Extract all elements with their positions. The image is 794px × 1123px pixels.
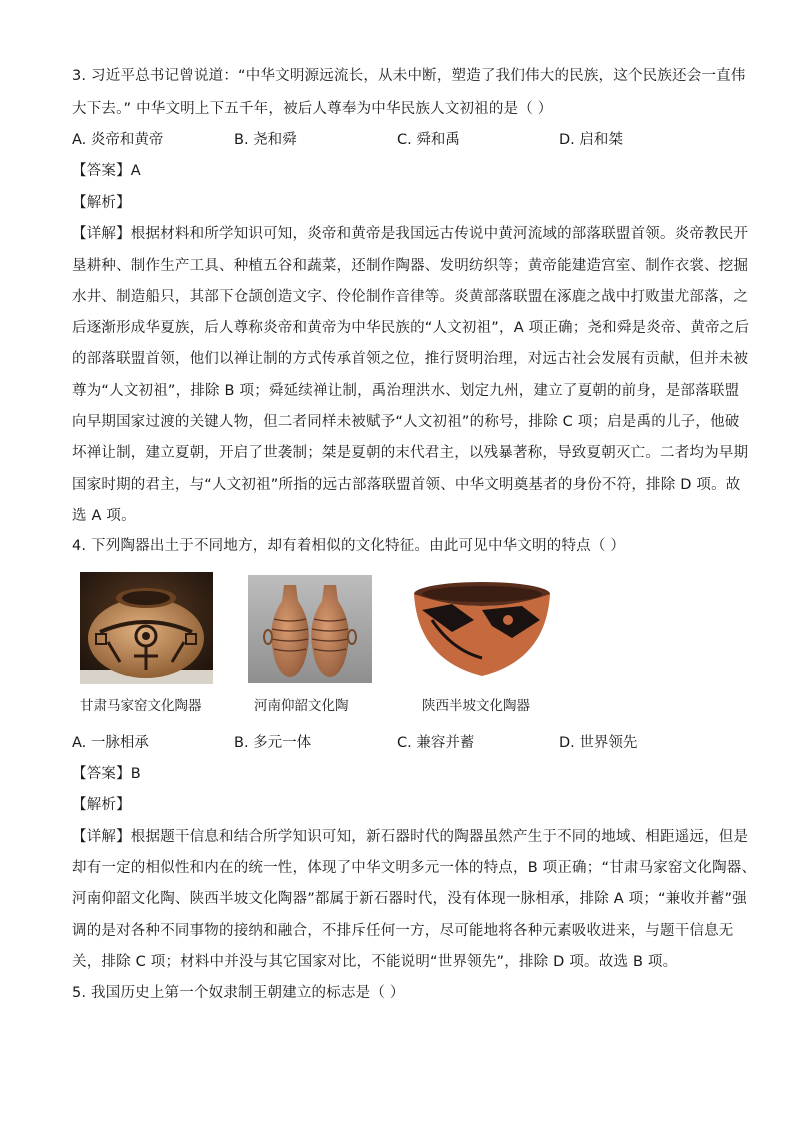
q3-detail-line: 坏禅让制，建立夏朝，开启了世袭制；桀是夏朝的末代君主，以残暴著称，导致夏朝灭亡。二者均为早期: [72, 445, 749, 461]
q3-detail-line: 尊为“人文初祖”，排除 B 项；舜延续禅让制，禹治理洪水、划定九州，建立了夏朝的前身，是部落联盟: [72, 383, 740, 399]
q4-detail-line: 却有一定的相似性和内在的统一性，体现了中华文明多元一体的特点，B 项正确；“甘肃马家窑文化陶器、: [72, 860, 757, 876]
q4-option-c: C. 兼容并蓄: [397, 735, 475, 751]
banpo-pottery-image: [412, 580, 552, 680]
q3-detail-line: 后逐渐形成华夏族，后人尊称炎帝和黄帝为中华民族的“人文初祖”，A 项正确；尧和舜是炎帝、黄帝之后: [72, 320, 750, 336]
image-caption-banpo: 陕西半坡文化陶器: [422, 698, 530, 714]
q3-detail-line: 选 A 项。: [72, 508, 136, 524]
q3-option-a: A. 炎帝和黄帝: [72, 132, 164, 148]
q4-detail-line: 【详解】根据题干信息和结合所学知识可知，新石器时代的陶器虽然产生于不同的地域、相距遥远，但是: [72, 829, 749, 845]
q3-detail-line: 水井、制造船只，其部下仓颉创造文字、伶伦制作音律等。炎黄部落联盟在涿鹿之战中打败蚩尤部落，之: [72, 289, 749, 305]
q3-answer: 【答案】A: [72, 163, 141, 179]
q3-detail-line: 垦耕种、制作生产工具、种植五谷和蔬菜，还制作陶器、发明纺织等；黄帝能建造宫室、制作衣裳、挖掘: [72, 258, 749, 274]
image-caption-majiayao: 甘肃马家窑文化陶器: [80, 698, 202, 714]
q3-option-d: D. 启和桀: [559, 132, 623, 148]
q4-stem: 4. 下列陶器出土于不同地方，却有着相似的文化特征。由此可见中华文明的特点（ ）: [72, 538, 626, 554]
q3-stem-line2: 大下去。” 中华文明上下五千年，被后人尊奉为中华民族人文初祖的是（ ）: [72, 101, 553, 117]
q4-option-d: D. 世界领先: [559, 735, 638, 751]
q4-answer: 【答案】B: [72, 766, 141, 782]
q4-detail-line: 调的是对各种不同事物的接纳和融合，不排斥任何一方，尽可能地将各种元素吸收进来，与题干信息无: [72, 923, 734, 939]
yangshao-pottery-image: [248, 575, 372, 683]
q4-option-b: B. 多元一体: [234, 735, 312, 751]
majiayao-pottery-image: [80, 572, 213, 684]
q4-analysis-label: 【解析】: [72, 797, 131, 813]
q3-detail-line: 【详解】根据材料和所学知识可知，炎帝和黄帝是我国远古传说中黄河流域的部落联盟首领。炎帝教民开: [72, 226, 749, 242]
q5-stem: 5. 我国历史上第一个奴隶制王朝建立的标志是（ ）: [72, 985, 405, 1001]
q4-option-a: A. 一脉相承: [72, 735, 149, 751]
q4-detail-line: 河南仰韶文化陶、陕西半坡文化陶器”都属于新石器时代，没有体现一脉相承，排除 A 项；“兼收并蓄”强: [72, 891, 747, 907]
image-caption-yangshao: 河南仰韶文化陶: [254, 698, 349, 714]
q3-detail-line: 向早期国家过渡的关键人物，但二者同样未被赋予“人文初祖”的称号，排除 C 项；启是禹的儿子，他破: [72, 414, 740, 430]
q3-detail-line: 国家时期的君主，与“人文初祖”所指的远古部落联盟首领、中华文明奠基者的身份不符，排除 D 项。故: [72, 477, 741, 493]
q3-option-c: C. 舜和禹: [397, 132, 460, 148]
q3-analysis-label: 【解析】: [72, 195, 131, 211]
q3-stem-line1: 3. 习近平总书记曾说道：“中华文明源远流长，从未中断，塑造了我们伟大的民族，这个民族还会一直伟: [72, 68, 746, 84]
q4-detail-line: 关，排除 C 项；材料中并没与其它国家对比，不能说明“世界领先”，排除 D 项。故选 B 项。: [72, 954, 678, 970]
q3-option-b: B. 尧和舜: [234, 132, 297, 148]
q3-detail-line: 的部落联盟首领，他们以禅让制的方式传承首领之位，推行贤明治理，对远古社会发展有贡献，但并未被: [72, 351, 749, 367]
